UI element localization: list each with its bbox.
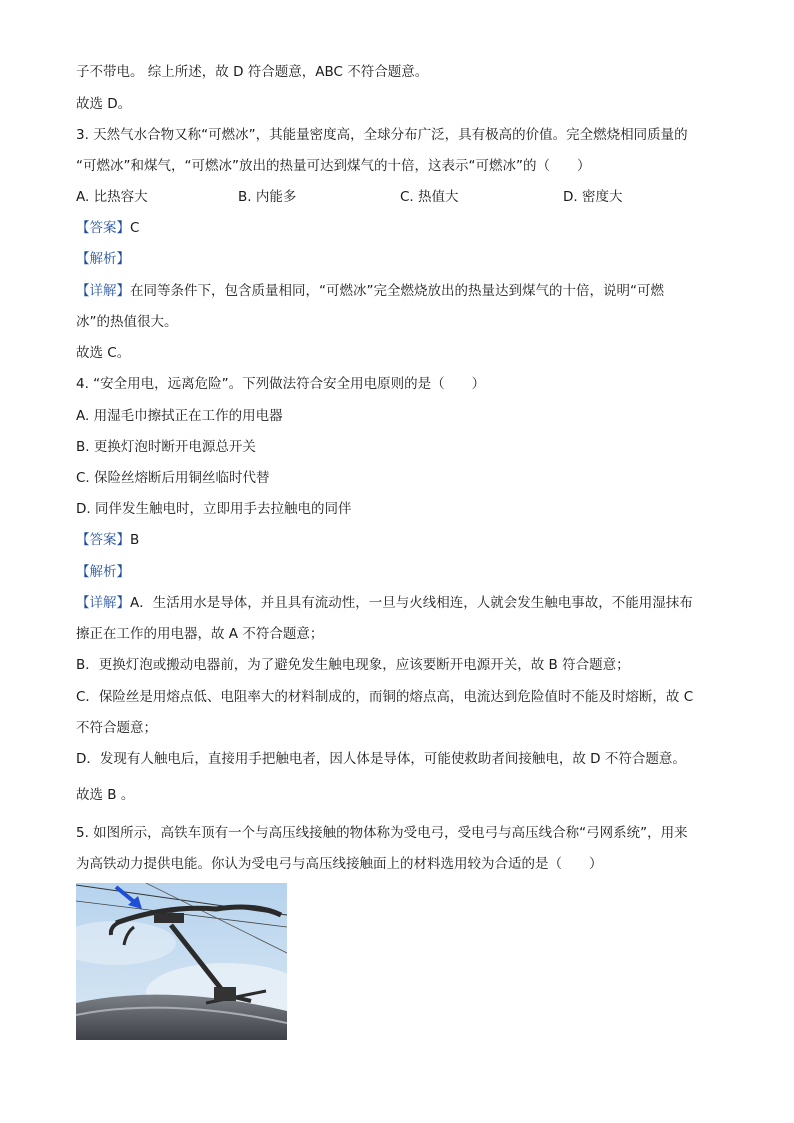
detail-tag: 【详解】 — [76, 283, 130, 299]
detail-line — [76, 594, 693, 612]
answer-line — [76, 219, 139, 237]
option-b: B. 内能多 — [238, 189, 297, 205]
question-3-stem-cont: “可燃冰”和煤气，“可燃冰”放出的热量可达到煤气的十倍，这表示“可燃冰”的（ ） — [76, 158, 591, 174]
option-b: B. 更换灯泡时断开电源总开关 — [76, 439, 256, 455]
detail-text: 在同等条件下，包含质量相同，“可燃冰”完全燃烧放出的热量达到煤气的十倍，说明“可燃 — [130, 283, 664, 299]
detail-text: A．生活用水是导体，并且具有流动性，一旦与火线相连，人就会发生触电事故，不能用湿抹布 — [130, 595, 693, 611]
detail-text: 擦正在工作的用电器，故 A 不符合题意； — [76, 626, 324, 642]
detail-text: 冰”的热值很大。 — [76, 314, 178, 330]
answer-value: B — [130, 532, 140, 548]
option-c: C. 热值大 — [400, 189, 459, 205]
detail-text: D．发现有人触电后，直接用手把触电者，因人体是导体，可能使救助者间接触电，故 D 不符合题意。 — [76, 751, 686, 767]
answer-line — [76, 531, 139, 549]
answer-value: C — [130, 220, 140, 236]
option-a: A. 比热容大 — [76, 189, 148, 205]
text-line: 子不带电。 综上所述，故 D 符合题意，ABC 不符合题意。 — [76, 64, 429, 80]
answer-selection: 故选 B 。 — [76, 787, 135, 803]
detail-line — [76, 282, 664, 300]
answer-selection: 故选 C。 — [76, 345, 131, 361]
question-5-stem-cont: 为高铁动力提供电能。你认为受电弓与高压线接触面上的材料选用较为合适的是（ ） — [76, 856, 603, 872]
analysis-tag: 【解析】 — [76, 564, 130, 580]
answer-tag: 【答案】 — [76, 532, 130, 548]
option-d: D. 同伴发生触电时，立即用手去拉触电的同伴 — [76, 501, 352, 517]
question-4-stem: 4. “安全用电，远离危险”。下列做法符合安全用电原则的是（ ） — [76, 376, 486, 392]
option-d: D. 密度大 — [563, 189, 623, 205]
detail-text: B．更换灯泡或搬动电器前，为了避免发生触电现象，应该要断开电源开关，故 B 符合题意； — [76, 657, 630, 673]
detail-text: 不符合题意； — [76, 720, 157, 736]
question-3-stem: 3. 天然气水合物又称“可燃冰”，其能量密度高，全球分布广泛，具有极高的价值。完全燃烧相同质量的 — [76, 127, 688, 143]
option-a: A. 用湿毛巾擦拭正在工作的用电器 — [76, 408, 283, 424]
question-5-stem: 5. 如图所示，高铁车顶有一个与高压线接触的物体称为受电弓，受电弓与高压线合称“弓网系统”，用来 — [76, 825, 688, 841]
detail-text: C．保险丝是用熔点低、电阻率大的材料制成的，而铜的熔点高，电流达到危险值时不能及时熔断，故 C — [76, 689, 694, 705]
pantograph-photo — [76, 883, 287, 1040]
answer-tag: 【答案】 — [76, 220, 130, 236]
analysis-tag: 【解析】 — [76, 251, 130, 267]
answer-selection: 故选 D。 — [76, 96, 132, 112]
option-c: C. 保险丝熔断后用铜丝临时代替 — [76, 470, 270, 486]
detail-tag: 【详解】 — [76, 595, 130, 611]
